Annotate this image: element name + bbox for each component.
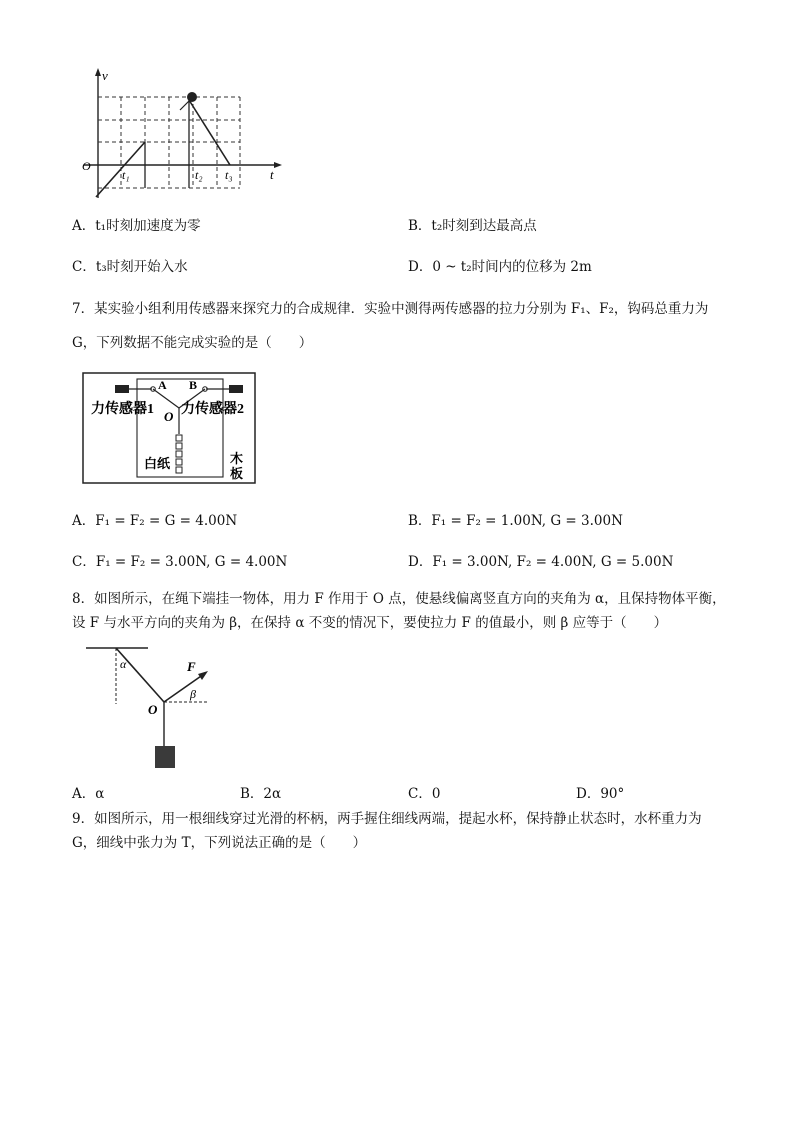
q8-option-c: C．0	[408, 786, 441, 802]
rope-force-figure	[84, 644, 214, 774]
t1-label: t₁	[122, 168, 130, 182]
x-axis-label: t	[270, 167, 274, 182]
q8-stem-line2: 设 F 与水平方向的夹角为 β，在保持 α 不变的情况下，要使拉力 F 的值最小，则 β 应等于（ ）	[72, 615, 668, 631]
alpha-label: α	[120, 657, 127, 671]
q6-option-d: D．0 ~ t₂时间内的位移为 2m	[408, 259, 592, 275]
q6-option-c: C．t₃时刻开始入水	[72, 259, 188, 275]
y-axis-label: v	[102, 68, 108, 83]
q7-option-d: D．F₁ = 3.00N, F₂ = 4.00N, G = 5.00N	[408, 554, 674, 570]
point-o-label: O	[164, 409, 174, 424]
q8-stem-line1: 8．如图所示，在绳下端挂一物体，用力 F 作用于 O 点，使悬线偏离竖直方向的夹角为 α，且保持物体平衡，	[72, 591, 726, 607]
q7-option-a: A．F₁ = F₂ = G = 4.00N	[72, 513, 238, 529]
sensor-1-label: 力传感器1	[91, 402, 154, 417]
q6-option-b: B．t₂时刻到达最高点	[408, 218, 537, 234]
t3-label: t₃	[225, 168, 233, 182]
q7-stem-line2: G，下列数据不能完成实验的是（ ）	[72, 335, 313, 351]
t2-label: t₂	[195, 168, 203, 182]
q8-option-a: A．α	[72, 786, 105, 802]
q9-stem-line2: G，细线中张力为 T，下列说法正确的是（ ）	[72, 835, 367, 851]
point-o-label: O	[148, 702, 158, 717]
beta-label: β	[190, 687, 196, 701]
board-label-2: 板	[230, 466, 244, 481]
vt-graph	[80, 62, 295, 202]
pin-b-label: B	[189, 378, 198, 392]
sensor-2-label: 力传感器2	[181, 402, 244, 417]
q7-stem-line1: 7．某实验小组利用传感器来探究力的合成规律．实验中测得两传感器的拉力分别为 F₁、F₂，钩码总重力为	[72, 301, 709, 317]
origin-label: O	[82, 159, 91, 173]
force-f-label: F	[187, 659, 196, 674]
board-label-1: 木	[230, 451, 244, 466]
q6-option-a: A．t₁时刻加速度为零	[72, 218, 201, 234]
q8-option-b: B．2α	[240, 786, 282, 802]
pin-a-label: A	[158, 378, 167, 392]
q7-option-b: B．F₁ = F₂ = 1.00N, G = 3.00N	[408, 513, 623, 529]
q9-stem-line1: 9．如图所示，用一根细线穿过光滑的杯柄，两手握住细线两端，提起水杯，保持静止状态时，水杯重力为	[72, 811, 702, 827]
force-sensor-figure	[82, 372, 257, 484]
q8-option-d: D．90°	[576, 786, 625, 802]
paper-label: 白纸	[144, 456, 171, 471]
q7-option-c: C．F₁ = F₂ = 3.00N, G = 4.00N	[72, 554, 288, 570]
